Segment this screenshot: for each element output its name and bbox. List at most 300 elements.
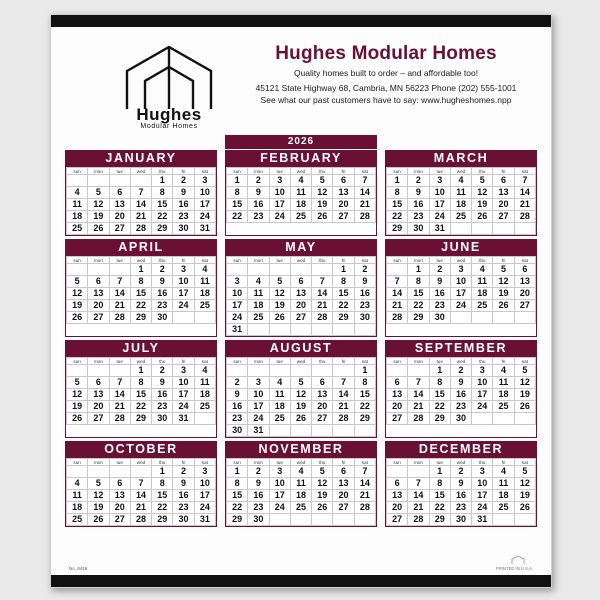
day-cell: 10: [269, 187, 290, 199]
week-row: [387, 187, 536, 199]
weekday-header: sat: [514, 168, 535, 175]
day-cell: 26: [290, 413, 311, 425]
week-row: [227, 300, 376, 312]
top-black-bar: [51, 15, 551, 27]
week-row: [387, 175, 536, 187]
weekday-header: mon: [408, 257, 429, 264]
weekday-header: sat: [194, 358, 215, 365]
day-cell: 22: [387, 211, 408, 223]
day-cell: 9: [429, 276, 450, 288]
day-cell: 5: [290, 377, 311, 389]
week-row: [67, 413, 216, 425]
company-tagline: Quality homes built to order – and affordable too!: [293, 68, 479, 78]
day-cell-empty: [472, 223, 493, 235]
day-cell: 27: [88, 312, 109, 324]
weekday-header: wed: [290, 257, 311, 264]
week-row: [387, 211, 536, 223]
day-cell-empty: [387, 365, 408, 377]
day-cell-empty: [67, 175, 88, 187]
day-cell: 8: [387, 187, 408, 199]
weekday-header: sun: [387, 257, 408, 264]
day-cell: 20: [387, 502, 408, 514]
day-cell-empty: [67, 365, 88, 377]
day-cell: 20: [88, 401, 109, 413]
day-cell: 30: [450, 514, 471, 526]
weekday-header: wed: [130, 257, 151, 264]
day-cell: 1: [152, 175, 173, 187]
day-cell: 5: [88, 478, 109, 490]
day-cell: 14: [354, 478, 375, 490]
day-cell: 7: [354, 175, 375, 187]
weekday-header: thu: [312, 168, 333, 175]
day-cell: 20: [290, 300, 311, 312]
day-cell: 30: [152, 312, 173, 324]
weekday-header: fri: [173, 358, 194, 365]
day-cell: 6: [109, 478, 130, 490]
weekday-header: mon: [248, 358, 269, 365]
weekday-header: tue: [109, 168, 130, 175]
day-cell: 24: [472, 401, 493, 413]
day-cell: 16: [173, 490, 194, 502]
month-name: AUGUST: [226, 341, 376, 357]
day-cell-empty: [130, 175, 151, 187]
month-name: NOVEMBER: [226, 442, 376, 458]
week-row: [67, 490, 216, 502]
day-cell: 30: [152, 413, 173, 425]
day-cell: 14: [130, 490, 151, 502]
day-cell: 3: [472, 365, 493, 377]
day-cell: 27: [290, 312, 311, 324]
day-cell: 20: [333, 490, 354, 502]
day-cell: 10: [472, 478, 493, 490]
day-cell: 26: [67, 312, 88, 324]
day-cell: 24: [194, 211, 215, 223]
day-cell: 16: [248, 490, 269, 502]
day-cell: 13: [88, 288, 109, 300]
day-cell: 7: [387, 276, 408, 288]
day-cell: 7: [130, 478, 151, 490]
day-cell: 3: [269, 466, 290, 478]
week-row: [387, 377, 536, 389]
day-cell: 16: [354, 288, 375, 300]
week-row: [67, 264, 216, 276]
week-row: [67, 377, 216, 389]
day-cell: 1: [130, 365, 151, 377]
day-cell: 30: [450, 413, 471, 425]
weekday-header: thu: [472, 459, 493, 466]
weekday-header: wed: [450, 257, 471, 264]
day-cell: 19: [67, 401, 88, 413]
day-cell: 1: [227, 175, 248, 187]
day-cell-empty: [109, 365, 130, 377]
day-cell: 18: [269, 401, 290, 413]
month-row: [65, 441, 537, 527]
day-cell: 1: [429, 466, 450, 478]
weekday-header: sun: [227, 459, 248, 466]
day-cell-empty: [312, 365, 333, 377]
weekday-header: tue: [109, 257, 130, 264]
day-cell: 28: [333, 413, 354, 425]
weekday-header: thu: [312, 459, 333, 466]
day-cell: 19: [514, 490, 535, 502]
weekday-header: sun: [387, 168, 408, 175]
weekday-header: tue: [429, 168, 450, 175]
day-cell: 29: [152, 514, 173, 526]
weekday-header: mon: [248, 168, 269, 175]
day-cell: 15: [354, 389, 375, 401]
day-cell: 11: [493, 478, 514, 490]
weekday-header: mon: [408, 168, 429, 175]
day-cell: 13: [333, 478, 354, 490]
day-cell: 24: [269, 502, 290, 514]
week-row: [387, 401, 536, 413]
day-cell: 4: [269, 377, 290, 389]
day-cell: 6: [333, 466, 354, 478]
day-cell: 31: [173, 413, 194, 425]
day-cell: 11: [194, 377, 215, 389]
day-cell: 26: [269, 312, 290, 324]
day-cell: 7: [514, 175, 535, 187]
day-cell-empty: [514, 413, 535, 425]
weekday-header: fri: [493, 459, 514, 466]
weekday-header: wed: [130, 459, 151, 466]
day-cell: 3: [429, 175, 450, 187]
day-cell: 18: [493, 389, 514, 401]
day-cell-empty: [194, 413, 215, 425]
day-cell: 29: [130, 312, 151, 324]
day-cell: 21: [408, 401, 429, 413]
day-cell: 23: [429, 300, 450, 312]
day-cell: 30: [173, 514, 194, 526]
day-cell: 8: [130, 377, 151, 389]
week-row: [67, 300, 216, 312]
day-cell: 1: [333, 264, 354, 276]
weekday-header: sun: [67, 168, 88, 175]
day-cell: 18: [67, 211, 88, 223]
week-row: [227, 324, 376, 336]
day-cell: 23: [450, 502, 471, 514]
day-cell: 14: [333, 389, 354, 401]
day-cell: 15: [429, 389, 450, 401]
day-cell: 18: [67, 502, 88, 514]
day-cell: 12: [312, 187, 333, 199]
month-name: JUNE: [386, 240, 536, 256]
week-row: [67, 502, 216, 514]
month-block: [385, 441, 537, 527]
day-cell: 10: [173, 276, 194, 288]
day-cell: 9: [227, 389, 248, 401]
day-cell: 11: [269, 389, 290, 401]
company-block: [241, 43, 531, 105]
day-cell-empty: [269, 324, 290, 336]
month-name: JANUARY: [66, 151, 216, 167]
weekday-header: tue: [269, 257, 290, 264]
day-cell: 5: [472, 175, 493, 187]
day-cell: 19: [67, 300, 88, 312]
month-block: [65, 150, 217, 236]
day-cell: 22: [227, 211, 248, 223]
week-row: [67, 187, 216, 199]
day-cell-empty: [333, 514, 354, 526]
day-cell: 2: [450, 466, 471, 478]
day-cell: 13: [109, 490, 130, 502]
day-cell: 28: [354, 502, 375, 514]
day-cell: 3: [472, 466, 493, 478]
month-row: [65, 239, 537, 337]
footer-right-note: PRINTED IN U.S.A.: [496, 566, 533, 571]
day-cell: 28: [130, 514, 151, 526]
day-cell: 9: [408, 187, 429, 199]
week-row: [227, 425, 376, 437]
weekday-header: mon: [88, 358, 109, 365]
day-cell: 20: [333, 199, 354, 211]
day-cell-empty: [248, 365, 269, 377]
day-cell: 26: [67, 413, 88, 425]
day-cell: 16: [152, 288, 173, 300]
day-cell: 11: [67, 490, 88, 502]
day-cell-empty: [67, 264, 88, 276]
day-cell: 12: [88, 490, 109, 502]
weekday-header: thu: [312, 257, 333, 264]
weekday-header: fri: [173, 459, 194, 466]
day-cell: 17: [269, 490, 290, 502]
day-cell: 9: [152, 276, 173, 288]
month-block: [385, 340, 537, 438]
day-cell: 8: [227, 187, 248, 199]
day-cell: 16: [429, 288, 450, 300]
day-cell: 2: [248, 466, 269, 478]
week-row: [227, 490, 376, 502]
day-cell-empty: [248, 324, 269, 336]
week-row: [387, 312, 536, 324]
day-cell: 21: [354, 490, 375, 502]
day-cell: 16: [450, 389, 471, 401]
day-cell: 29: [227, 514, 248, 526]
week-row: [67, 478, 216, 490]
weekday-header: tue: [109, 459, 130, 466]
day-cell-empty: [450, 223, 471, 235]
day-cell: 21: [387, 300, 408, 312]
month-block: [225, 150, 377, 236]
day-cell: 3: [173, 264, 194, 276]
day-cell: 17: [194, 490, 215, 502]
day-cell: 27: [514, 300, 535, 312]
day-cell: 6: [88, 377, 109, 389]
day-cell: 10: [450, 276, 471, 288]
day-cell: 23: [450, 401, 471, 413]
day-cell-empty: [109, 264, 130, 276]
day-cell: 21: [354, 199, 375, 211]
weekday-header: sat: [354, 358, 375, 365]
year-label: 2026: [225, 135, 377, 149]
day-cell: 4: [67, 187, 88, 199]
day-cell: 20: [387, 401, 408, 413]
day-cell: 4: [194, 264, 215, 276]
weekday-header: fri: [493, 358, 514, 365]
day-cell: 15: [333, 288, 354, 300]
month-row: [65, 340, 537, 438]
day-cell: 28: [514, 211, 535, 223]
day-cell: 25: [493, 502, 514, 514]
day-cell: 23: [173, 502, 194, 514]
day-cell: 15: [152, 199, 173, 211]
day-cell: 29: [387, 223, 408, 235]
day-cell: 3: [269, 175, 290, 187]
weekday-header: tue: [109, 358, 130, 365]
day-cell: 13: [387, 490, 408, 502]
weekday-header: mon: [408, 358, 429, 365]
day-cell: 8: [152, 187, 173, 199]
day-cell: 22: [354, 401, 375, 413]
bottom-black-bar: [51, 575, 551, 587]
day-cell-empty: [472, 312, 493, 324]
day-cell: 12: [514, 478, 535, 490]
day-cell: 16: [152, 389, 173, 401]
day-cell: 30: [354, 312, 375, 324]
day-cell: 10: [194, 187, 215, 199]
day-cell: 30: [248, 514, 269, 526]
day-cell: 16: [450, 490, 471, 502]
weekday-header: thu: [152, 168, 173, 175]
day-cell: 24: [227, 312, 248, 324]
day-cell: 27: [312, 413, 333, 425]
weekday-header: sun: [67, 257, 88, 264]
day-cell: 2: [173, 175, 194, 187]
day-cell: 29: [354, 413, 375, 425]
day-cell: 22: [130, 401, 151, 413]
weekday-header: thu: [152, 358, 173, 365]
day-cell: 1: [387, 175, 408, 187]
day-cell: 12: [312, 478, 333, 490]
month-name: MARCH: [386, 151, 536, 167]
day-cell: 31: [429, 223, 450, 235]
day-cell-empty: [312, 324, 333, 336]
day-cell: 24: [194, 502, 215, 514]
day-cell-empty: [354, 425, 375, 437]
day-cell-empty: [493, 312, 514, 324]
day-cell: 16: [248, 199, 269, 211]
day-cell-empty: [88, 365, 109, 377]
day-cell-empty: [493, 514, 514, 526]
day-cell: 23: [354, 300, 375, 312]
month-name: OCTOBER: [66, 442, 216, 458]
day-cell: 28: [109, 312, 130, 324]
day-cell: 5: [88, 187, 109, 199]
day-cell-empty: [408, 365, 429, 377]
month-block: [385, 150, 537, 236]
week-row: [387, 478, 536, 490]
day-cell-empty: [387, 466, 408, 478]
day-cell: 25: [194, 401, 215, 413]
day-cell: 1: [354, 365, 375, 377]
day-cell: 20: [312, 401, 333, 413]
day-cell: 3: [248, 377, 269, 389]
day-cell: 18: [450, 199, 471, 211]
day-cell: 30: [227, 425, 248, 437]
week-row: [67, 365, 216, 377]
day-cell: 7: [109, 276, 130, 288]
day-cell: 4: [493, 466, 514, 478]
weekday-header: sun: [227, 358, 248, 365]
weekday-header: wed: [130, 168, 151, 175]
weekday-header: tue: [269, 459, 290, 466]
day-cell: 17: [194, 199, 215, 211]
day-cell: 24: [173, 300, 194, 312]
week-row: [67, 401, 216, 413]
day-cell: 8: [130, 276, 151, 288]
day-cell: 31: [472, 514, 493, 526]
day-cell: 23: [248, 502, 269, 514]
day-cell: 10: [173, 377, 194, 389]
day-cell-empty: [472, 413, 493, 425]
week-row: [67, 288, 216, 300]
day-cell: 27: [88, 413, 109, 425]
day-cell: 10: [227, 288, 248, 300]
day-cell: 6: [387, 377, 408, 389]
month-name: FEBRUARY: [226, 151, 376, 167]
day-cell: 21: [333, 401, 354, 413]
day-cell-empty: [387, 264, 408, 276]
day-cell: 9: [354, 276, 375, 288]
day-cell: 19: [290, 401, 311, 413]
day-cell: 11: [248, 288, 269, 300]
month-name: APRIL: [66, 240, 216, 256]
day-cell: 27: [493, 211, 514, 223]
day-cell-empty: [88, 175, 109, 187]
day-cell: 20: [109, 211, 130, 223]
day-cell: 4: [67, 478, 88, 490]
weekday-header: mon: [408, 459, 429, 466]
day-cell: 11: [493, 377, 514, 389]
weekday-header: thu: [472, 358, 493, 365]
week-row: [227, 377, 376, 389]
day-cell: 13: [109, 199, 130, 211]
company-website: See what our past customers have to say: www.hugheshomes.npp: [260, 95, 512, 105]
week-row: [387, 199, 536, 211]
day-cell-empty: [354, 514, 375, 526]
month-row: [65, 150, 537, 236]
week-row: [387, 389, 536, 401]
day-cell: 25: [194, 300, 215, 312]
day-cell: 4: [248, 276, 269, 288]
day-cell: 17: [248, 401, 269, 413]
day-cell: 25: [67, 223, 88, 235]
day-cell: 14: [408, 490, 429, 502]
week-row: [67, 199, 216, 211]
day-cell: 7: [408, 478, 429, 490]
weekday-header: mon: [248, 257, 269, 264]
day-cell: 8: [354, 377, 375, 389]
day-cell: 19: [88, 502, 109, 514]
day-cell: 31: [194, 223, 215, 235]
weekday-header: mon: [88, 168, 109, 175]
weekday-header: wed: [450, 358, 471, 365]
day-cell: 7: [333, 377, 354, 389]
day-cell: 22: [130, 300, 151, 312]
weekday-header: mon: [88, 257, 109, 264]
weekday-header: wed: [290, 459, 311, 466]
month-block: [225, 441, 377, 527]
day-cell: 11: [67, 199, 88, 211]
weekday-header: fri: [333, 257, 354, 264]
day-cell: 7: [354, 466, 375, 478]
day-cell: 1: [429, 365, 450, 377]
day-cell: 12: [67, 389, 88, 401]
week-row: [387, 413, 536, 425]
week-row: [387, 365, 536, 377]
day-cell-empty: [88, 466, 109, 478]
day-cell-empty: [109, 466, 130, 478]
